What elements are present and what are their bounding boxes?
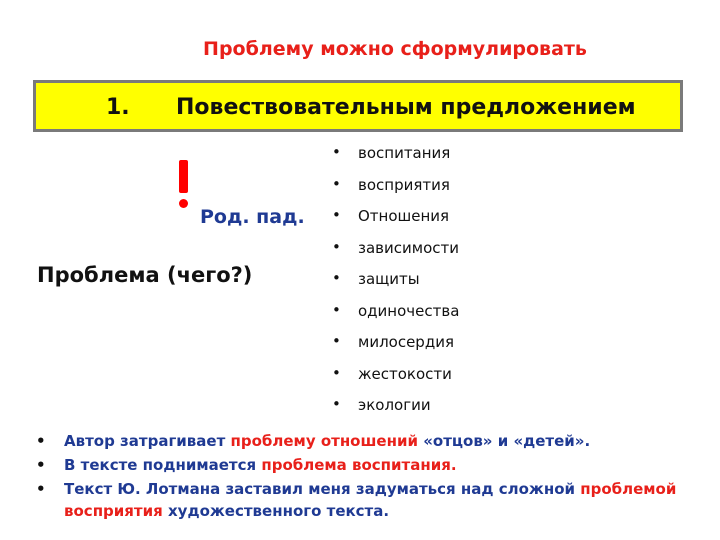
exclamation-mark-icon bbox=[174, 160, 194, 212]
problem-label: Проблема (чего?) bbox=[37, 263, 253, 287]
banner-text: Повествовательным предложением bbox=[176, 95, 636, 120]
bullet-text-segment: «отцов» и «детей». bbox=[423, 432, 591, 450]
list-item: • зависимости bbox=[332, 239, 459, 271]
bullet-text-segment: Автор затрагивает bbox=[64, 432, 231, 450]
word-list bbox=[332, 144, 459, 428]
list-item: • экологии bbox=[332, 396, 459, 428]
exclamation-bar bbox=[179, 160, 188, 193]
list-item: • жестокости bbox=[332, 365, 459, 397]
exclamation-dot bbox=[179, 199, 188, 208]
case-label: Род. пад. bbox=[200, 206, 305, 228]
bullet-item bbox=[33, 478, 703, 522]
list-item: • Отношения bbox=[332, 207, 459, 239]
list-item: • милосердия bbox=[332, 333, 459, 365]
slide-heading: Проблему можно сформулировать bbox=[203, 38, 587, 60]
bullet-text-segment: проблему отношений bbox=[230, 432, 424, 450]
bullet-item bbox=[33, 430, 703, 452]
banner-number: 1. bbox=[106, 95, 130, 120]
bullet-item bbox=[33, 454, 703, 476]
bullet-text-segment: В тексте поднимается bbox=[64, 456, 262, 474]
example-bullets bbox=[33, 430, 703, 524]
bullet-text-segment: художественного текста. bbox=[168, 502, 390, 520]
list-item: • восприятия bbox=[332, 176, 459, 208]
list-item: • одиночества bbox=[332, 302, 459, 334]
bullet-text-segment: проблемой восприятия bbox=[64, 480, 677, 520]
highlight-banner bbox=[33, 80, 683, 132]
bullet-text-segment: проблема воспитания. bbox=[261, 456, 457, 474]
bullet-text-segment: Текст Ю. Лотмана заставил меня задуматься над сложной bbox=[64, 480, 581, 498]
list-item: • защиты bbox=[332, 270, 459, 302]
list-item: • воспитания bbox=[332, 144, 459, 176]
